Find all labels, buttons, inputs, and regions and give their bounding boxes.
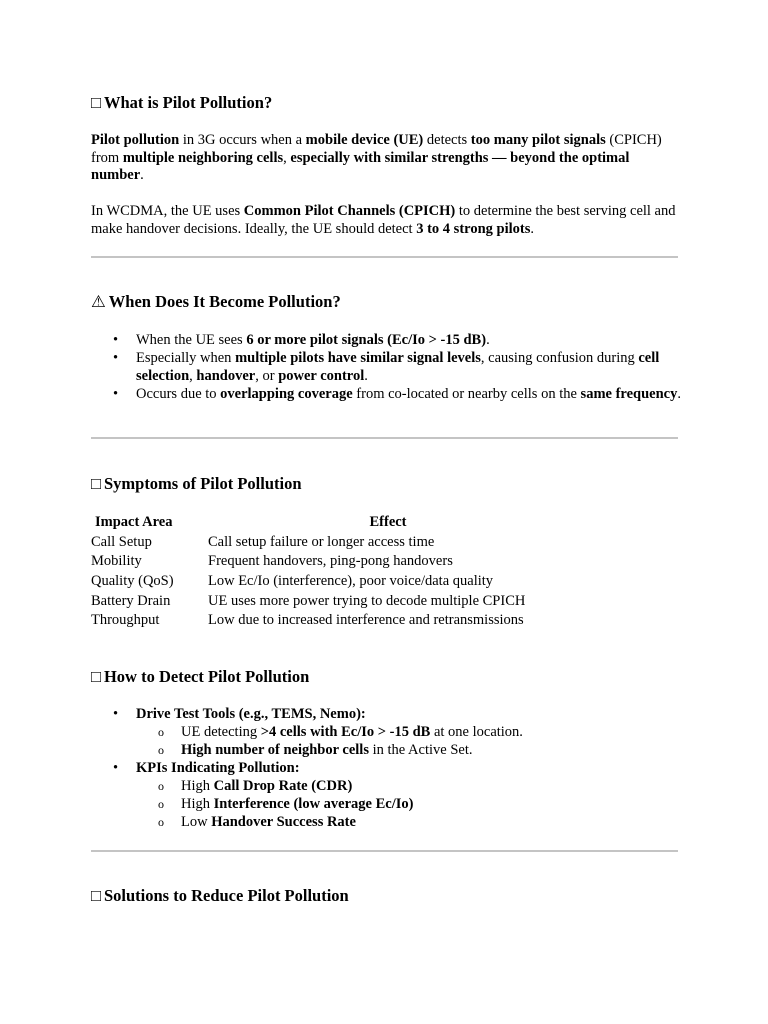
bold-text: Common Pilot Channels (CPICH) xyxy=(243,203,456,219)
table-cell: Call setup failure or longer access time xyxy=(208,533,435,550)
detect-list xyxy=(91,705,681,831)
sub-list-item xyxy=(136,813,681,831)
text-run: (CPICH) from xyxy=(91,132,662,166)
heading-text: Solutions to Reduce Pilot Pollution xyxy=(103,886,349,905)
text-run: in 3G occurs when a xyxy=(179,132,306,148)
heading-detect xyxy=(91,667,681,687)
heading-what-is xyxy=(91,93,681,113)
bold-text: 6 or more pilot signals (Ec/Io > -15 dB) xyxy=(246,332,487,348)
bold-text: cell selection xyxy=(136,350,660,384)
list-item xyxy=(91,331,681,349)
heading-text: What is Pilot Pollution? xyxy=(103,93,273,112)
bold-text: Handover Success Rate xyxy=(211,814,356,830)
bold-text: power control xyxy=(278,368,365,384)
section-when xyxy=(91,292,681,312)
table-cell: Call Setup xyxy=(91,533,152,550)
text-run: at one location. xyxy=(430,724,523,740)
paragraph-definition xyxy=(91,132,681,185)
text-run: High xyxy=(181,778,214,794)
column-header-effect: Effect xyxy=(369,514,407,531)
section-what-is xyxy=(91,93,681,113)
table-cell: Low Ec/Io (interference), poor voice/data quality xyxy=(208,573,494,590)
bold-text: High number of neighbor cells xyxy=(181,742,369,758)
text-run: . xyxy=(364,368,368,384)
table-cell: Low due to increased interference and retransmissions xyxy=(208,612,524,629)
box-glyph-icon: □ xyxy=(91,667,101,686)
bold-text: overlapping coverage xyxy=(220,386,353,402)
symptoms-table xyxy=(91,513,568,631)
box-glyph-icon: □ xyxy=(91,886,101,905)
list-item-heading: Drive Test Tools (e.g., TEMS, Nemo): xyxy=(136,706,366,722)
table-row xyxy=(91,611,568,631)
text-run: , xyxy=(189,368,197,384)
text-run: in the Active Set. xyxy=(368,742,473,758)
bold-text: >4 cells with Ec/Io > -15 dB xyxy=(260,724,431,740)
list-item-heading: KPIs Indicating Pollution: xyxy=(136,760,300,776)
box-glyph-icon: □ xyxy=(91,93,101,112)
bold-text: same frequency xyxy=(580,386,678,402)
text-run: , causing confusion during xyxy=(480,350,639,366)
bold-text: especially with similar strengths — beyond the optimal number xyxy=(91,149,630,183)
list-item xyxy=(91,759,681,831)
sub-list-item xyxy=(136,777,681,795)
text-run: . xyxy=(486,332,490,348)
heading-text: Symptoms of Pilot Pollution xyxy=(103,474,302,493)
table-row xyxy=(91,572,568,592)
table-row xyxy=(91,552,568,572)
section-symptoms xyxy=(91,474,681,494)
warning-icon: ⚠ xyxy=(91,292,106,311)
bold-text: Pilot pollution xyxy=(91,132,180,148)
sub-list-item xyxy=(136,795,681,813)
text-run: UE detecting xyxy=(181,724,261,740)
box-glyph-icon: □ xyxy=(91,474,101,493)
sub-list-item xyxy=(136,723,681,741)
divider xyxy=(91,256,678,258)
table-header-row xyxy=(91,513,568,533)
text-run: . xyxy=(677,386,681,402)
bold-text: Interference (low average Ec/Io) xyxy=(213,796,414,812)
divider xyxy=(91,437,678,439)
text-run: . xyxy=(140,167,144,183)
bold-text: handover xyxy=(196,368,256,384)
paragraph-wcdma xyxy=(91,203,681,238)
sub-list xyxy=(136,723,681,759)
table-cell: Quality (QoS) xyxy=(91,573,174,590)
text-run: High xyxy=(181,796,214,812)
table-cell: Throughput xyxy=(91,612,160,629)
text-run: Occurs due to xyxy=(136,386,221,402)
bold-text: 3 to 4 strong pilots xyxy=(416,220,531,237)
bold-text: Call Drop Rate (CDR) xyxy=(213,778,353,794)
bold-text: multiple neighboring cells xyxy=(122,149,284,166)
table-cell: Battery Drain xyxy=(91,592,171,609)
text-run: , or xyxy=(255,368,279,384)
text-run: to determine the best serving cell and make handover decisions. Ideally, the UE should detect xyxy=(91,203,676,237)
sub-list-item xyxy=(136,741,681,759)
table-row xyxy=(91,533,568,553)
column-header-impact-area: Impact Area xyxy=(95,514,173,531)
text-run: When the UE sees xyxy=(136,332,247,348)
heading-solutions xyxy=(91,886,681,906)
heading-symptoms xyxy=(91,474,681,494)
list-item xyxy=(91,349,681,385)
table-row xyxy=(91,591,568,611)
heading-text: When Does It Become Pollution? xyxy=(108,292,341,311)
text-run: detects xyxy=(423,132,471,148)
bold-text: too many pilot signals xyxy=(470,132,606,148)
text-run: . xyxy=(530,220,534,237)
table-cell: UE uses more power trying to decode multiple CPICH xyxy=(208,592,526,609)
section-solutions xyxy=(91,886,681,906)
section-detect xyxy=(91,667,681,687)
heading-when xyxy=(91,292,681,312)
sub-list xyxy=(136,777,681,831)
heading-text: How to Detect Pilot Pollution xyxy=(103,667,310,686)
text-run: from co-located or nearby cells on the xyxy=(352,386,581,402)
list-item xyxy=(91,705,681,759)
table-cell: Frequent handovers, ping-pong handovers xyxy=(208,553,453,570)
bold-text: mobile device (UE) xyxy=(305,132,424,148)
text-run: Low xyxy=(181,814,212,830)
text-run: Especially when xyxy=(136,350,236,366)
list-item xyxy=(91,385,681,403)
bold-text: multiple pilots have similar signal levels xyxy=(235,350,481,366)
text-run: In WCDMA, the UE uses xyxy=(91,203,244,219)
when-list xyxy=(91,331,681,403)
divider xyxy=(91,850,678,852)
table-cell: Mobility xyxy=(91,553,142,570)
text-run: , xyxy=(283,149,291,166)
